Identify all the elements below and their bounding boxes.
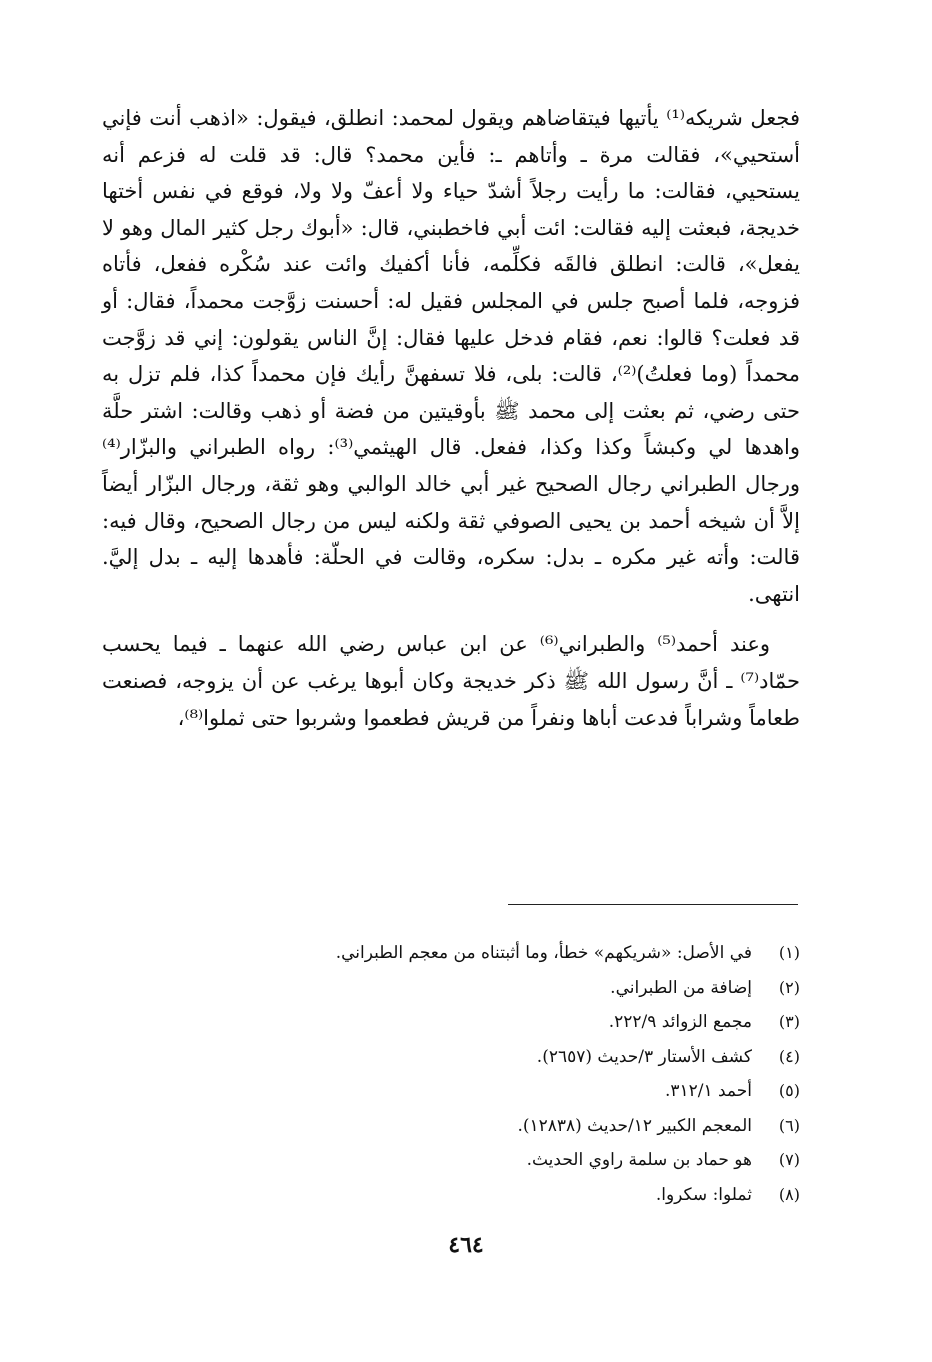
body-paragraph-2: وعند أحمد⁽⁵⁾ والطبراني⁽⁶⁾ عن ابن عباس رضي الله عنهما ـ فيما يحسب حمّاد⁽⁷⁾ ـ أنَّ رسول الله ﷺ ذكر خديجة وكان أبوها يرغب عن أن يزوجه، فصنعت طعاماً وشراباً فدعت أباها ونفراً من قريش فطعموا وشربوا حتى ثملوا⁽⁸⁾، [102, 632, 800, 730]
footnote-number: (٤) [778, 1046, 800, 1066]
footnote-divider [508, 904, 798, 905]
body-paragraph-1: فجعل شريكه⁽¹⁾ يأتيها فيتقاضاهم ويقول لمحمد: انطلق، فيقول: «اذهب أنت فإني أستحيي»، فقالت مرة ـ وأتاهم ـ: فأين محمد؟ قال: قد قلت له فزعم أنه يستحيي، فقالت: ما رأيت رجلاً أشدّ حياء ولا أعفّ ولا ولا، فوقع في نفس أختها خديجة، فبعثت إليه فقالت: ائت أبي فاخطبني، قال: «أبوك رجل كثير المال وهو لا يفعل»، قالت: انطلق فالقَه فكلِّمه، فأنا أكفيك وائت عند سُكْره ففعل، فأتاه فزوجه، فلما أصبح جلس في المجلس فقيل له: أحسنت زوَّجت محمداً، فقال: أو قد فعلت؟ قالوا: نعم، فقام فدخل عليها فقال: إنَّ الناس يقولون: إني قد زوَّجت محمداً (وما فعلتُ)⁽²⁾، قالت: بلى، فلا تسفهنَّ رأيك فإن محمداً كذا، فلم تزل به حتى رضي، ثم بعثت إلى محمد ﷺ بأوقيتين من فضة أو ذهب وقالت: اشتر حلَّة واهدها لي وكبشاً وكذا وكذا، ففعل. قال الهيثمي⁽³⁾: رواه الطبراني والبزّار⁽⁴⁾ ورجال الطبراني رجال الصحيح غير أبي خالد الوالبي وهو ثقة، ورجال البزّار أيضاً إلاَّ أن شيخه أحمد بن يحيى الصوفي ثقة ولكنه ليس من رجال الصحيح، وقال فيه: قالت: وأته غير مكره ـ بدل: سكره، وقالت في الحلّة: فأهدها إليه ـ بدل إليَّ. انتهى. [102, 106, 801, 606]
footnote-item [240, 1040, 800, 1075]
footnotes-list [240, 936, 800, 1212]
footnote-text: أحمد ٣١٢/١. [664, 1081, 752, 1101]
footnote-text: هو حماد بن سلمة راوي الحديث. [526, 1150, 752, 1170]
footnote-number: (٢) [778, 977, 800, 997]
footnote-number: (١) [778, 943, 800, 962]
footnote-item [240, 1143, 800, 1178]
footnote-text: كشف الأستار ٣/حديث (٢٦٥٧). [536, 1046, 752, 1067]
footnote-item [240, 1074, 800, 1109]
footnote-number: (٥) [778, 1081, 800, 1100]
footnote-number: (٦) [778, 1115, 800, 1135]
footnote-number: (٣) [778, 1012, 800, 1031]
footnote-text: في الأصل: «شريكهم» خطأ، وما أثبتناه من معجم الطبراني. [335, 943, 752, 963]
footnote-text: إضافة من الطبراني. [610, 977, 752, 998]
footnote-number: (٧) [778, 1150, 800, 1169]
main-text [102, 100, 800, 736]
footnote-item [240, 936, 800, 971]
page-number: ٤٦٤ [448, 1232, 484, 1258]
footnote-item [240, 1178, 800, 1213]
footnote-item [240, 1005, 800, 1040]
footnote-item [240, 1109, 800, 1144]
footnote-number: (٨) [778, 1184, 800, 1204]
footnote-text: المعجم الكبير ١٢/حديث (١٢٨٣٨). [517, 1115, 752, 1136]
footnote-item [240, 971, 800, 1006]
footnote-text: ثملوا: سكروا. [655, 1184, 752, 1205]
footnote-text: مجمع الزوائد ٢٢٢/٩. [608, 1012, 752, 1032]
